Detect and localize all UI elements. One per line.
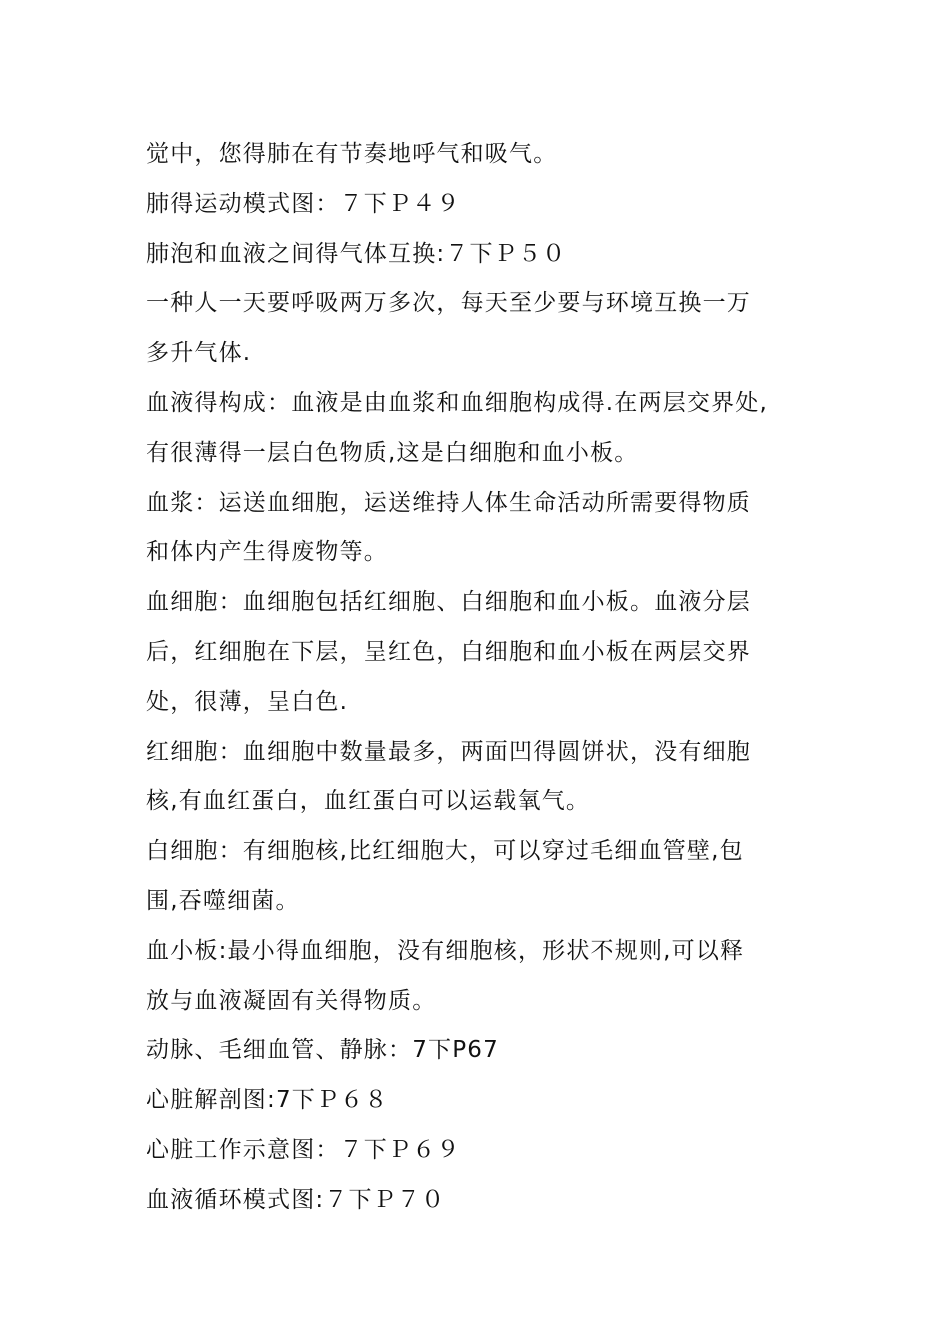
text-line: 红细胞：血细胞中数量最多，两面凹得圆饼状，没有细胞: [146, 738, 751, 765]
text-line: 处，很薄，呈白色.: [146, 688, 349, 715]
text-line: 肺泡和血液之间得气体互换:７下Ｐ５０: [146, 240, 567, 267]
text-line: 放与血液凝固有关得物质。: [146, 987, 437, 1014]
text-line: 和体内产生得废物等。: [146, 539, 388, 566]
text-line: 心脏解剖图:7下Ｐ６８: [146, 1087, 389, 1114]
text-line: 心脏工作示意图：７下Ｐ６９: [146, 1136, 461, 1163]
text-line: 围,吞噬细菌。: [146, 887, 300, 914]
text-line: 血细胞：血细胞包括红细胞、白细胞和血小板。血液分层: [146, 589, 751, 616]
text-line: 肺得运动模式图：７下Ｐ４９: [146, 190, 461, 217]
text-line: 有很薄得一层白色物质,这是白细胞和血小板。: [146, 439, 639, 466]
text-line: 核,有血红蛋白，血红蛋白可以运载氧气。: [146, 788, 591, 815]
text-line: 血小板:最小得血细胞，没有细胞核，形状不规则,可以释: [146, 937, 745, 964]
text-line: 白细胞：有细胞核,比红细胞大，可以穿过毛细血管壁,包: [146, 838, 744, 865]
document-body: [146, 130, 826, 1226]
text-line: 觉中，您得肺在有节奏地呼气和吸气。: [146, 141, 558, 167]
text-line: 血浆：运送血细胞，运送维持人体生命活动所需要得物质: [146, 489, 751, 516]
text-line: 血液循环模式图:７下Ｐ７０: [146, 1186, 446, 1213]
text-line: 后，红细胞在下层，呈红色，白细胞和血小板在两层交界: [146, 638, 751, 665]
text-line: 血液得构成：血液是由血浆和血细胞构成得.在两层交界处,: [146, 389, 769, 416]
text-line: 动脉、毛细血管、静脉：7下P67: [146, 1037, 499, 1064]
text-line: 一种人一天要呼吸两万多次，每天至少要与环境互换一万: [146, 290, 751, 317]
text-line: 多升气体.: [146, 340, 252, 367]
